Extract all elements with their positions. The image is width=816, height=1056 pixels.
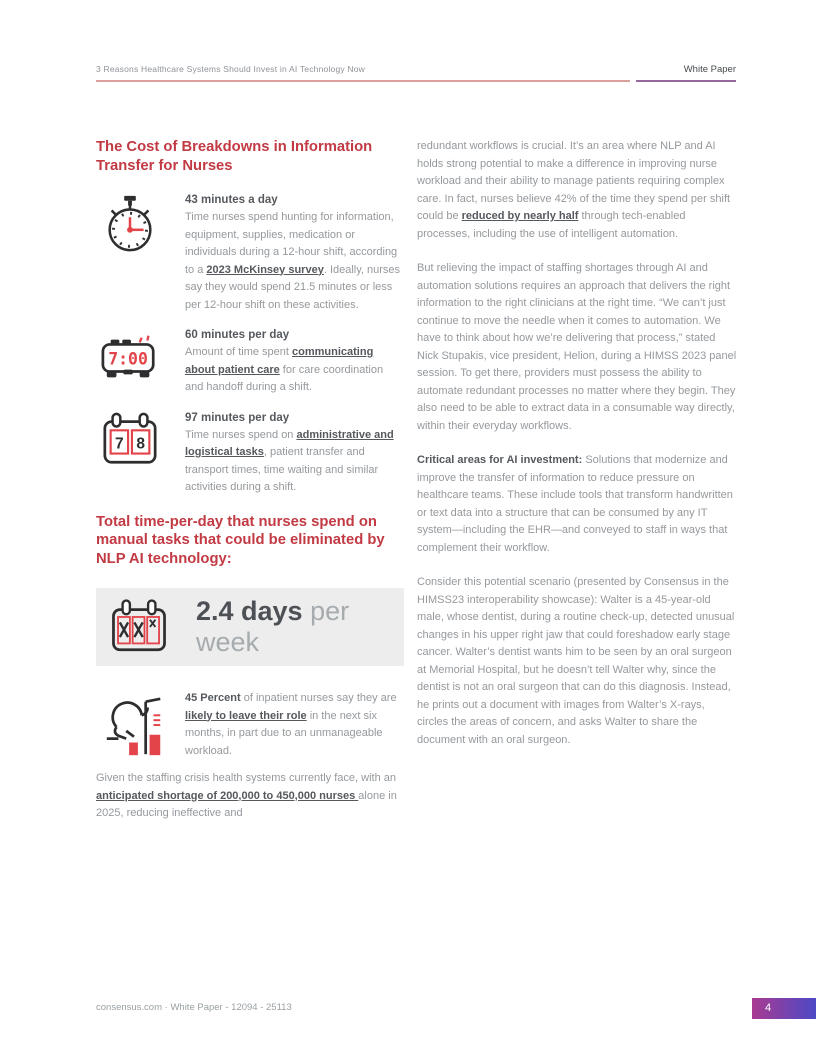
paragraph [417,260,737,435]
flip-calendar-icon [96,410,185,497]
svg-text:8: 8 [136,435,145,453]
text-link[interactable]: likely to leave their role [185,709,307,722]
text-link[interactable]: 2023 McKinsey survey [206,263,324,276]
text-link[interactable]: communicating about patient care [185,346,374,376]
highlight-value: 2.4 days [196,596,303,626]
highlight-value-group [196,596,404,658]
text-segment: Solutions that modernize and improve the transfer of information to reduce pressure on healthcare teams. These include tools that transform handwritten or text data into a structure that can be consumed by any IT system—including the EHR—and conveyed to staff in ways that complement their workflow. [417,454,733,554]
left-column [96,138,404,823]
text-segment: in the next six months, in part due to an unmanageable workload. [185,709,383,757]
alarm-clock-icon [96,327,185,397]
text-segment: through tech-enabled processes, including the use of intelligent automation. [417,210,686,240]
stat-item-97-minutes [96,410,404,497]
paragraph [417,138,737,243]
content-columns [96,138,737,823]
stat-item-45-percent [96,690,404,762]
right-column [417,138,737,823]
running-header-title: 3 Reasons Healthcare Systems Should Invest in AI Technology Now [96,64,365,74]
text-segment: of inpatient nurses say they are [240,692,397,704]
text-segment: for care coordination and handoff during a shift. [185,363,384,393]
left-closing-paragraph [96,770,404,823]
header-rule-pink [96,80,630,82]
text-segment: Time nurses spend on [185,428,297,441]
text-segment: , patient transfer and transport times, time waiting and similar activities during a shift. [185,446,379,493]
highlight-box [96,588,404,666]
svg-text:7:00: 7:00 [108,349,148,369]
svg-text:7: 7 [115,435,124,453]
paragraph [417,452,737,557]
section-heading: The Cost of Breakdowns in Information Transfer for Nurses [96,139,373,174]
text-segment: 45 Percent [185,692,241,704]
page-number-badge: 4 [752,998,816,1019]
text-segment: Amount of time spent [185,346,292,358]
text-link[interactable]: anticipated shortage of 200,000 to 450,000 nurses [96,789,359,802]
stat-body [185,344,404,397]
crossed-calendar-icon [108,596,170,658]
stat-body [185,427,404,497]
header-rule-purple [636,80,736,82]
text-segment: redundant workflows is crucial. It’s an area where NLP and AI holds strong potential to make a difference in improving nurse workload and their ability to manage patients requiring complex care. In fact, nurses believe 42% of the time they spend per shift could be [417,140,731,222]
footer-text: consensus.com · White Paper - 12094 - 25113 [96,1002,292,1013]
stopwatch-icon [96,192,185,314]
text-segment: Critical areas for AI investment: [417,454,583,466]
text-segment: . Ideally, nurses say they would spend 21.5 minutes or less per 12-hour shift on these activities. [185,263,401,311]
running-header-doc-type: White Paper [683,64,736,75]
nurse-attrition-icon [96,690,185,762]
stat-title: 60 minutes per day [185,329,290,341]
header-rule [96,80,736,82]
highlight-unit: per week [196,596,350,657]
text-segment: But relieving the impact of staffing shortages through AI and automation solutions requires an approach that delivers the right information to the right clinicians at the right time. “We can’t just continue to move the needle when it comes to automation. We have to think about how we’re delivering that process,” stated Nick Stupakis, vice president, Helion, during a HIMSS 2023 panel session. To get there, providers must possess the ability to automate redundant processes no matter where they begin. They also need to be able to extract data in a consumable way directly, within their everyday workflows. [417,262,737,432]
text-segment: alone in 2025, reducing ineffective and [96,789,397,819]
text-link[interactable]: administrative and logistical tasks [185,428,394,458]
paragraph [417,574,737,749]
text-segment: Given the staffing crisis health systems currently face, with an [96,772,396,784]
text-link[interactable]: reduced by nearly half [461,210,579,222]
text-segment: Time nurses spend hunting for information, equipment, supplies, medication or individuals during a 12-hour shift, according to a [185,211,398,276]
stat-body [185,690,404,760]
stat-body [185,209,404,314]
stat-title: 43 minutes a day [185,194,278,206]
text-segment: Consider this potential scenario (presented by Consensus in the HIMSS23 interoperability showcase): Walter is a 45-year-old male, whose dentist, during a routine check-up, detected unusual changes in his upper right jaw that could foreshadow early stage cancer. Walter’s dentist wants him to be seen by an oral surgeon at Memorial Hospital, but he doesn’t tell Walter why, since the dentist is not an oral surgeon that can do this diagnosis. Instead, he prints out a document with images from Walter’s X-rays, circles the areas of concern, and asks Walter to share the document with an oral surgeon. [417,576,735,746]
highlight-heading: Total time-per-day that nurses spend on manual tasks that could be eliminated by NLP AI technology: [96,513,385,567]
page-header [96,64,736,82]
stat-item-43-minutes [96,192,404,314]
stat-item-60-minutes [96,327,404,397]
stat-title: 97 minutes per day [185,411,290,424]
